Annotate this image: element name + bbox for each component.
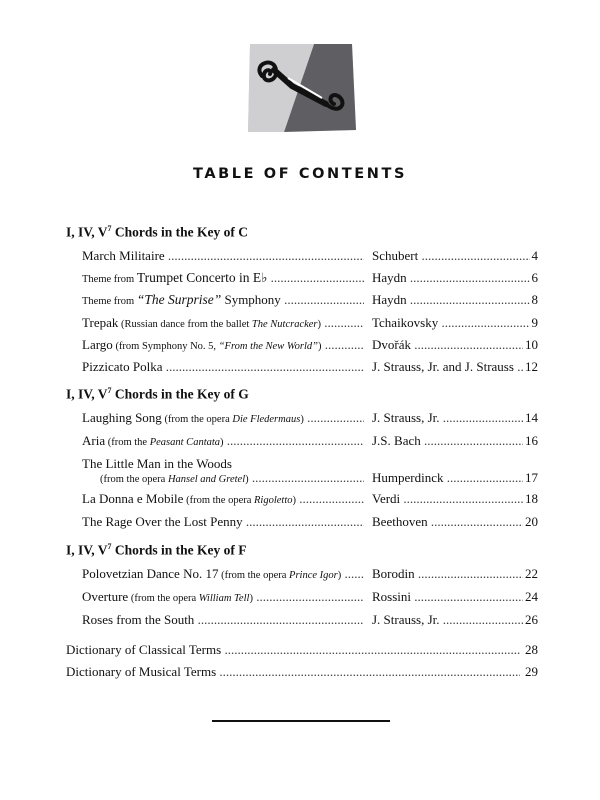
- toc-row[interactable]: Theme from “The Surprise” Symphony ..... Haydn ..... 8: [82, 292, 538, 310]
- page-number: 24: [525, 589, 538, 604]
- page-number: 12: [525, 359, 538, 374]
- toc-row[interactable]: Trepak (Russian dance from the ballet The Nutcracker) ..... Tchaikovsky ..... 9: [82, 315, 538, 333]
- page-number: 6: [531, 270, 538, 285]
- composer: Haydn: [372, 292, 407, 307]
- page-number: 20: [525, 514, 538, 529]
- page-title: TABLE OF CONTENTS: [192, 166, 408, 182]
- composer: J. Strauss, Jr.: [372, 612, 440, 627]
- piece-title: La Donna e Mobile: [82, 491, 184, 506]
- composer: Schubert: [372, 248, 419, 263]
- toc-row[interactable]: Overture (from the opera William Tell) ..... Rossini ..... 24: [82, 589, 538, 607]
- page-number: 9: [531, 315, 538, 330]
- toc-row[interactable]: Theme from Trumpet Concerto in E♭ ..... Haydn ..... 6: [82, 270, 538, 288]
- piece-title: Roses from the South: [82, 612, 195, 627]
- piece-title: Overture: [82, 589, 129, 604]
- page-number: 17: [525, 470, 538, 485]
- page-number: 22: [525, 566, 538, 581]
- piece-title: Laughing Song: [82, 410, 162, 425]
- page-number: 29: [525, 664, 538, 679]
- toc-row-dictionary-musical[interactable]: [66, 664, 538, 682]
- toc-row[interactable]: Largo (from Symphony No. 5, “From the New World”) ..... Dvořák ..... 10: [82, 337, 538, 355]
- piece-title: March Militaire: [82, 248, 165, 263]
- composer: Humperdinck: [372, 470, 444, 485]
- piece-title: Dictionary of Classical Terms: [66, 642, 222, 657]
- piece-title: Trepak: [82, 315, 119, 330]
- toc-row[interactable]: [82, 359, 538, 377]
- composer: J. Strauss, Jr.: [372, 410, 440, 425]
- toc-row[interactable]: Laughing Song (from the opera Die Fledermaus) ..... J. Strauss, Jr. ..... 14: [82, 410, 538, 428]
- page-number: 8: [531, 292, 538, 307]
- section-heading-key-c: I, IV, $V^7$ Chords in the Key of C: [66, 224, 249, 240]
- piece-title: “The Surprise”: [136, 292, 222, 307]
- piece-title: The Little Man in the Woods: [82, 456, 232, 471]
- piece-title: Largo: [82, 337, 113, 352]
- composer: Borodin: [372, 566, 415, 581]
- page-number: 4: [531, 248, 538, 263]
- toc-row[interactable]: La Donna e Mobile (from the opera Rigoletto) ..... Verdi ..... 18: [82, 491, 538, 509]
- toc-row[interactable]: Aria (from the Peasant Cantata) ..... J.S. Bach ..... 16: [82, 433, 538, 451]
- toc-row[interactable]: [82, 612, 538, 630]
- page-number: 28: [525, 642, 538, 657]
- toc-row-dictionary-classical[interactable]: [66, 642, 538, 660]
- piece-title: Pizzicato Polka: [82, 359, 163, 374]
- composer: Beethoven: [372, 514, 428, 529]
- page-number: 26: [525, 612, 538, 627]
- composer: Haydn: [372, 270, 407, 285]
- piece-title: The Rage Over the Lost Penny: [82, 514, 243, 529]
- page-number: 16: [525, 433, 538, 448]
- page-number: 18: [525, 491, 538, 506]
- composer: Dvořák: [372, 337, 411, 352]
- composer: J.S. Bach: [372, 433, 421, 448]
- flat-symbol: ♭: [261, 270, 268, 285]
- page-number: 10: [525, 337, 538, 352]
- piece-title: Dictionary of Musical Terms: [66, 664, 217, 679]
- piece-title: Polovetzian Dance No. 17: [82, 566, 219, 581]
- bottom-divider: [212, 720, 390, 722]
- section-heading-key-f: I, IV, $V^7$ Chords in the Key of F: [66, 542, 247, 558]
- composer: J. Strauss, Jr. and J. Strauss: [372, 359, 514, 374]
- composer: Tchaikovsky: [372, 315, 439, 330]
- toc-row[interactable]: [82, 248, 538, 266]
- piece-title: Trumpet Concerto in E: [136, 270, 262, 285]
- section-heading-key-g: I, IV, $V^7$ Chords in the Key of G: [66, 386, 249, 402]
- toc-row[interactable]: Polovetzian Dance No. 17 (from the opera Prince Igor) ..... Borodin ..... 22: [82, 566, 538, 584]
- piece-subtitle: Hansel and Gretel: [167, 474, 246, 485]
- page-number: 14: [525, 410, 538, 425]
- toc-row[interactable]: (from the opera Hansel and Gretel) ..... Humperdinck ..... 17: [82, 470, 538, 488]
- piece-title: Aria: [82, 433, 106, 448]
- composer: Verdi: [372, 491, 401, 506]
- toc-row[interactable]: [82, 514, 538, 532]
- music-scroll-logo-icon: [244, 42, 358, 134]
- composer: Rossini: [372, 589, 412, 604]
